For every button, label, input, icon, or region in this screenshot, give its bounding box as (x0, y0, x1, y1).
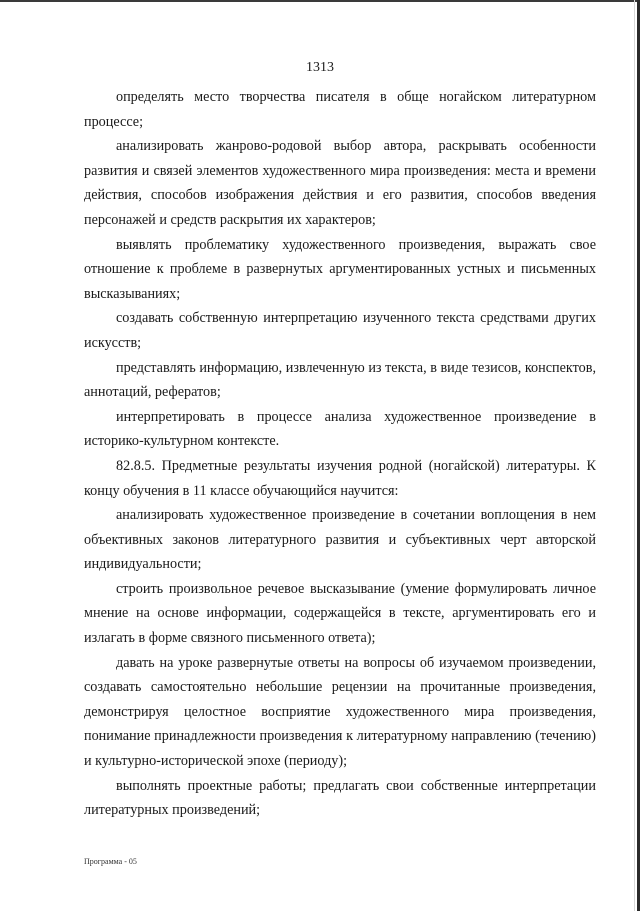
document-body (84, 85, 596, 823)
paragraph-3: выявлять проблематику художественного произведения, выражать свое отношение к проблеме в развернутых аргументированных устных и письменных высказываниях; (84, 236, 596, 302)
page-number: 1313 (306, 60, 334, 75)
paragraph-6: интерпретировать в процессе анализа художественное произведение в историко-культурном контексте. (84, 408, 596, 450)
scan-border-top (0, 0, 640, 2)
scan-border-right-inner (634, 0, 635, 911)
paragraph-2: анализировать жанрово-родовой выбор автора, раскрывать особенности развития и связей элементов художественного мира произведения: места и времени действия, способов изображения действия и его развития, способов введения персонажей и средств раскрытия их характеров; (84, 138, 596, 228)
paragraph-11: выполнять проектные работы; предлагать свои собственные интерпретации литературных произведений; (84, 777, 596, 819)
paragraph-5: представлять информацию, извлеченную из текста, в виде тезисов, конспектов, аннотаций, рефератов; (84, 359, 596, 401)
section-heading-paragraph: 82.8.5. Предметные результаты изучения родной (ногайской) литературы. К концу обучения в 11 классе обучающийся научится: (84, 457, 596, 499)
paragraph-10: давать на уроке развернутые ответы на вопросы об изучаемом произведении, создавать самостоятельно небольшие рецензии на прочитанные произведения, демонстрируя целостное восприятие художественного мира произведения, понимание принадлежности произведения к литературному направлению (течению) и культурно-исторической эпохе (периоду); (84, 654, 596, 770)
paragraph-8: анализировать художественное произведение в сочетании воплощения в нем объективных законов литературного развития и субъективных черт авторской индивидуальности; (84, 507, 596, 573)
paragraph-9: строить произвольное речевое высказывание (умение формулировать личное мнение на основе информации, содержащейся в тексте, аргументировать его и излагать в форме связного письменного ответа); (84, 580, 596, 647)
footer-label: Программа - 05 (84, 857, 137, 866)
paragraph-1: определять место творчества писателя в обще ногайском литературном процессе; (84, 89, 596, 130)
paragraph-4: создавать собственную интерпретацию изученного текста средствами других искусств; (84, 310, 596, 351)
